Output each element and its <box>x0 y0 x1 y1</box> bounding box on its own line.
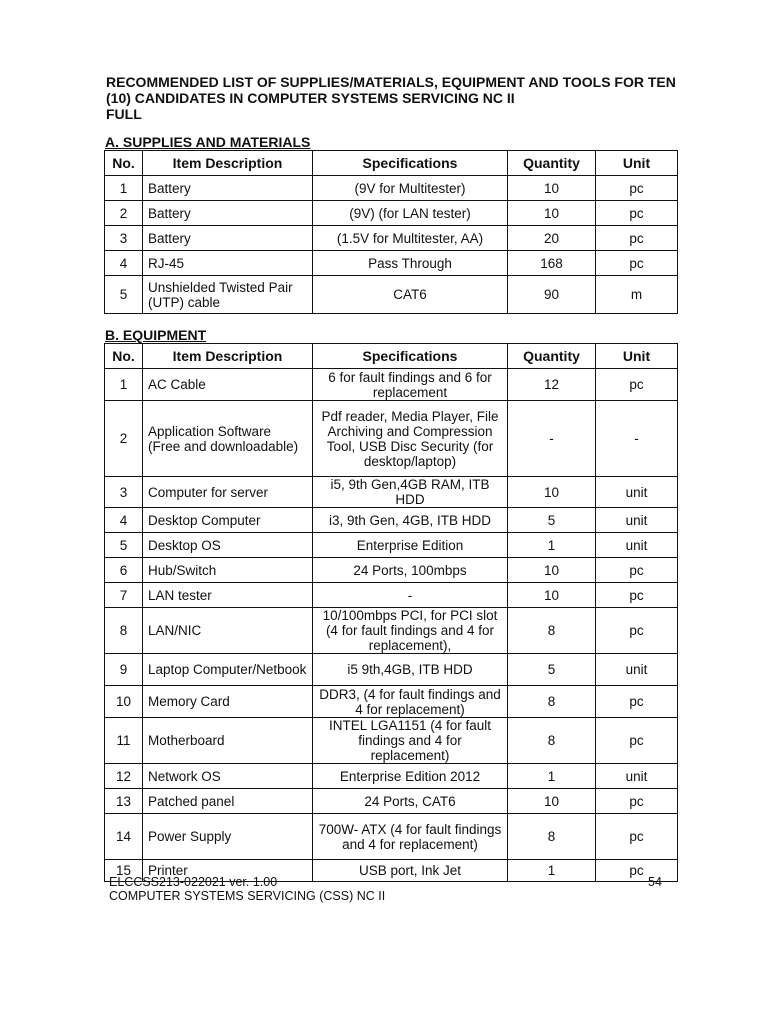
footer <box>109 875 385 903</box>
cell-no: 10 <box>105 686 143 718</box>
cell-specifications: i3, 9th Gen, 4GB, ITB HDD <box>313 508 508 533</box>
cell-no: 9 <box>105 654 143 686</box>
cell-no: 4 <box>105 508 143 533</box>
cell-item-description: Power Supply <box>143 814 313 860</box>
cell-specifications: 24 Ports, 100mbps <box>313 558 508 583</box>
equipment-heading: B. EQUIPMENT <box>105 327 207 343</box>
cell-quantity: 8 <box>508 686 596 718</box>
cell-no: 5 <box>105 276 143 314</box>
document-title <box>106 74 706 122</box>
table-header-row <box>105 151 678 176</box>
page-number: 54 <box>648 875 662 889</box>
header-specifications: Specifications <box>313 344 508 369</box>
cell-no: 11 <box>105 718 143 764</box>
cell-no: 12 <box>105 764 143 789</box>
cell-unit: unit <box>596 654 678 686</box>
header-unit: Unit <box>596 151 678 176</box>
cell-specifications: 24 Ports, CAT6 <box>313 789 508 814</box>
header-item-description: Item Description <box>143 151 313 176</box>
cell-no: 3 <box>105 477 143 508</box>
cell-quantity: 5 <box>508 654 596 686</box>
header-unit: Unit <box>596 344 678 369</box>
cell-item-description: RJ-45 <box>143 251 313 276</box>
cell-quantity: 10 <box>508 176 596 201</box>
cell-specifications: Pdf reader, Media Player, File Archiving and Compression Tool, USB Disc Security (for desktop/laptop) <box>313 401 508 477</box>
table-row <box>105 401 678 477</box>
cell-unit: pc <box>596 558 678 583</box>
cell-specifications: i5, 9th Gen,4GB RAM, ITB HDD <box>313 477 508 508</box>
cell-no: 14 <box>105 814 143 860</box>
cell-specifications: (1.5V for Multitester, AA) <box>313 226 508 251</box>
footer-code: ELCCSS213-022021 ver. 1.00 <box>109 875 278 889</box>
cell-unit: unit <box>596 764 678 789</box>
cell-quantity: 1 <box>508 533 596 558</box>
cell-quantity: 8 <box>508 814 596 860</box>
cell-unit: unit <box>596 508 678 533</box>
cell-specifications: Enterprise Edition <box>313 533 508 558</box>
header-no: No. <box>105 151 143 176</box>
supplies-table <box>104 150 678 314</box>
cell-no: 6 <box>105 558 143 583</box>
cell-unit: pc <box>596 686 678 718</box>
cell-no: 1 <box>105 176 143 201</box>
cell-item-description: Battery <box>143 226 313 251</box>
cell-specifications: (9V for Multitester) <box>313 176 508 201</box>
cell-unit: pc <box>596 226 678 251</box>
cell-item-description: Unshielded Twisted Pair (UTP) cable <box>143 276 313 314</box>
cell-unit: pc <box>596 176 678 201</box>
cell-no: 1 <box>105 369 143 401</box>
header-quantity: Quantity <box>508 344 596 369</box>
cell-item-description: Hub/Switch <box>143 558 313 583</box>
cell-no: 2 <box>105 201 143 226</box>
cell-item-description: Memory Card <box>143 686 313 718</box>
table-row <box>105 251 678 276</box>
table-row <box>105 814 678 860</box>
table-row <box>105 508 678 533</box>
cell-item-description: Patched panel <box>143 789 313 814</box>
cell-no: 15 <box>105 860 143 882</box>
cell-quantity: 1 <box>508 860 596 882</box>
cell-item-description: Battery <box>143 201 313 226</box>
cell-item-description: Computer for server <box>143 477 313 508</box>
cell-item-description: LAN tester <box>143 583 313 608</box>
cell-no: 8 <box>105 608 143 654</box>
cell-quantity: 10 <box>508 583 596 608</box>
cell-quantity: 20 <box>508 226 596 251</box>
cell-no: 5 <box>105 533 143 558</box>
cell-item-description: Desktop OS <box>143 533 313 558</box>
table-row <box>105 176 678 201</box>
cell-no: 4 <box>105 251 143 276</box>
cell-no: 13 <box>105 789 143 814</box>
cell-no: 7 <box>105 583 143 608</box>
cell-item-description: AC Cable <box>143 369 313 401</box>
cell-item-description: Battery <box>143 176 313 201</box>
cell-quantity: 90 <box>508 276 596 314</box>
table-row <box>105 789 678 814</box>
cell-unit: m <box>596 276 678 314</box>
cell-specifications: (9V) (for LAN tester) <box>313 201 508 226</box>
header-quantity: Quantity <box>508 151 596 176</box>
cell-no: 3 <box>105 226 143 251</box>
cell-unit: pc <box>596 789 678 814</box>
table-row <box>105 686 678 718</box>
table-row <box>105 558 678 583</box>
table-row <box>105 201 678 226</box>
title-line-2: (10) CANDIDATES IN COMPUTER SYSTEMS SERVICING NC II <box>106 90 515 106</box>
cell-quantity: 8 <box>508 608 596 654</box>
cell-specifications: USB port, Ink Jet <box>313 860 508 882</box>
title-line-1: RECOMMENDED LIST OF SUPPLIES/MATERIALS, EQUIPMENT AND TOOLS FOR TEN <box>106 74 676 90</box>
cell-item-description: Printer <box>143 860 313 882</box>
cell-quantity: - <box>508 401 596 477</box>
cell-item-description: Laptop Computer/Netbook <box>143 654 313 686</box>
table-row <box>105 276 678 314</box>
cell-unit: unit <box>596 533 678 558</box>
cell-specifications: 10/100mbps PCI, for PCI slot (4 for fault findings and 4 for replacement), <box>313 608 508 654</box>
table-row <box>105 226 678 251</box>
cell-specifications: Enterprise Edition 2012 <box>313 764 508 789</box>
cell-quantity: 168 <box>508 251 596 276</box>
equipment-table <box>104 343 678 882</box>
table-header-row <box>105 344 678 369</box>
cell-unit: unit <box>596 477 678 508</box>
cell-unit: pc <box>596 860 678 882</box>
table-row <box>105 654 678 686</box>
cell-quantity: 5 <box>508 508 596 533</box>
cell-unit: pc <box>596 251 678 276</box>
header-specifications: Specifications <box>313 151 508 176</box>
cell-specifications: 700W- ATX (4 for fault findings and 4 for replacement) <box>313 814 508 860</box>
cell-item-description: LAN/NIC <box>143 608 313 654</box>
cell-unit: pc <box>596 583 678 608</box>
table-row <box>105 533 678 558</box>
cell-quantity: 10 <box>508 201 596 226</box>
cell-quantity: 1 <box>508 764 596 789</box>
cell-unit: pc <box>596 369 678 401</box>
table-row <box>105 477 678 508</box>
cell-specifications: CAT6 <box>313 276 508 314</box>
cell-quantity: 10 <box>508 789 596 814</box>
cell-unit: pc <box>596 814 678 860</box>
cell-unit: pc <box>596 201 678 226</box>
cell-quantity: 12 <box>508 369 596 401</box>
cell-specifications: i5 9th,4GB, ITB HDD <box>313 654 508 686</box>
cell-quantity: 10 <box>508 558 596 583</box>
table-row <box>105 608 678 654</box>
footer-qualification: COMPUTER SYSTEMS SERVICING (CSS) NC II <box>109 889 386 903</box>
table-row <box>105 718 678 764</box>
cell-quantity: 10 <box>508 477 596 508</box>
cell-specifications: DDR3, (4 for fault findings and 4 for replacement) <box>313 686 508 718</box>
table-row <box>105 764 678 789</box>
cell-unit: pc <box>596 718 678 764</box>
cell-specifications: - <box>313 583 508 608</box>
title-line-3: FULL <box>106 106 142 122</box>
header-no: No. <box>105 344 143 369</box>
cell-item-description: Application Software (Free and downloadable) <box>143 401 313 477</box>
cell-no: 2 <box>105 401 143 477</box>
cell-quantity: 8 <box>508 718 596 764</box>
table-row <box>105 583 678 608</box>
table-row <box>105 369 678 401</box>
cell-unit: pc <box>596 608 678 654</box>
cell-item-description: Network OS <box>143 764 313 789</box>
cell-specifications: INTEL LGA1151 (4 for fault findings and 4 for replacement) <box>313 718 508 764</box>
cell-specifications: Pass Through <box>313 251 508 276</box>
supplies-heading: A. SUPPLIES AND MATERIALS <box>105 134 311 150</box>
cell-item-description: Desktop Computer <box>143 508 313 533</box>
cell-item-description: Motherboard <box>143 718 313 764</box>
cell-specifications: 6 for fault findings and 6 for replacement <box>313 369 508 401</box>
cell-unit: - <box>596 401 678 477</box>
header-item-description: Item Description <box>143 344 313 369</box>
